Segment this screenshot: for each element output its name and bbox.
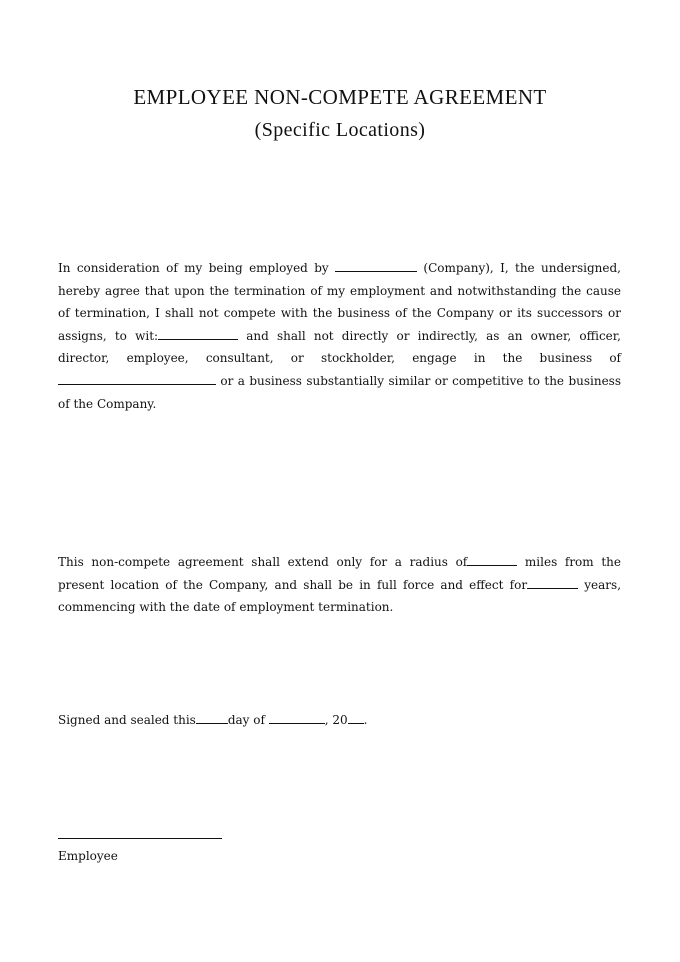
year-blank[interactable] xyxy=(348,710,364,724)
paragraph1-text-1: In consideration of my being employed by xyxy=(58,261,336,275)
paragraph2-text-1: This non-compete agreement shall extend only for a radius of xyxy=(58,555,468,569)
paragraph1-text-3: and shall not directly or indirectly, as an owner, officer, director, employee, consultant, or stockholder, engage in the business of xyxy=(58,328,621,366)
document-subtitle: (Specific Locations) xyxy=(254,119,426,141)
signed-text-1: Signed and sealed this xyxy=(58,713,196,727)
day-blank[interactable] xyxy=(196,710,228,724)
month-blank[interactable] xyxy=(269,710,325,724)
locations-blank[interactable] xyxy=(158,326,238,340)
signed-date-line xyxy=(58,709,621,732)
duration-years-blank[interactable] xyxy=(527,575,578,589)
document-title: EMPLOYEE NON-COMPETE AGREEMENT xyxy=(133,85,547,109)
radius-paragraph xyxy=(58,551,621,619)
signed-text-3: , 20 xyxy=(324,713,348,727)
paragraph1-text-2: (Company), I, the undersigned, hereby agree that upon the termination of my employment and notwithstanding the cause of termination, I shall not compete with the business of the Company or its successors or assigns, to wit: xyxy=(58,261,621,343)
signed-text-2: day of xyxy=(227,713,269,727)
radius-miles-blank[interactable] xyxy=(467,552,517,566)
company-name-blank[interactable] xyxy=(335,258,417,272)
employee-signature-label: Employee xyxy=(58,849,118,863)
paragraph2-text-3: years, commencing with the date of employment termination. xyxy=(58,577,622,615)
paragraph2-text-2: miles from the present location of the Company, and shall be in full force and effect for xyxy=(58,555,621,592)
employee-signature-line[interactable] xyxy=(58,838,222,839)
business-type-blank[interactable] xyxy=(58,371,216,385)
consideration-paragraph xyxy=(58,257,621,415)
signed-text-4: . xyxy=(363,713,368,727)
paragraph1-text-4: or a business substantially similar or competitive to the business of the Company. xyxy=(58,373,621,411)
